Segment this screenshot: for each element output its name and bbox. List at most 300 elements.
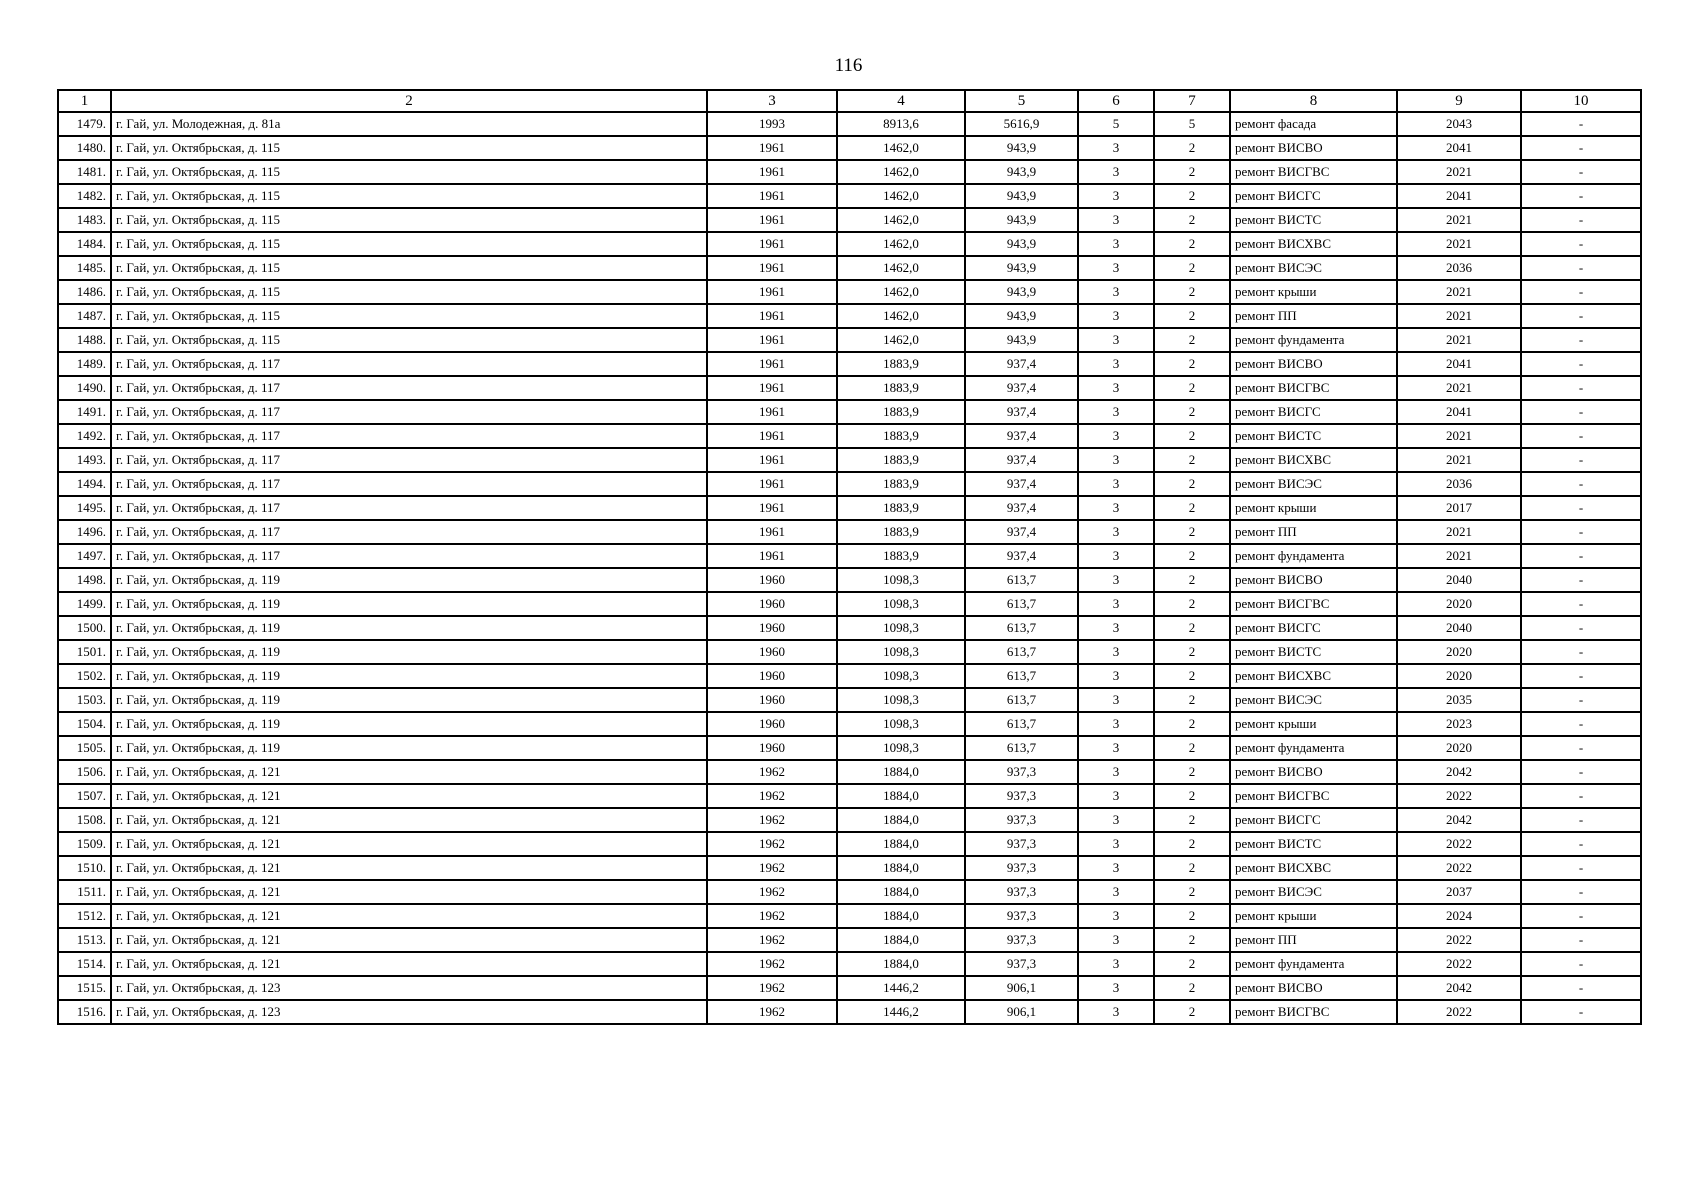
note-cell: - — [1521, 496, 1641, 520]
note-cell: - — [1521, 568, 1641, 592]
repair-type-cell: ремонт ВИСЭС — [1230, 256, 1397, 280]
living-area-cell: 937,4 — [965, 352, 1078, 376]
row-number-cell: 1485. — [58, 256, 111, 280]
address-cell: г. Гай, ул. Октябрьская, д. 121 — [111, 808, 707, 832]
living-area-cell: 937,4 — [965, 448, 1078, 472]
address-cell: г. Гай, ул. Октябрьская, д. 115 — [111, 328, 707, 352]
repair-type-cell: ремонт ВИСТС — [1230, 832, 1397, 856]
living-area-cell: 937,4 — [965, 544, 1078, 568]
address-cell: г. Гай, ул. Октябрьская, д. 115 — [111, 184, 707, 208]
living-area-cell: 937,4 — [965, 400, 1078, 424]
note-cell: - — [1521, 184, 1641, 208]
floors-cell: 3 — [1078, 520, 1154, 544]
table-row — [58, 904, 1641, 928]
year-built-cell: 1962 — [707, 904, 837, 928]
address-cell: г. Гай, ул. Октябрьская, д. 123 — [111, 976, 707, 1000]
repair-year-cell: 2041 — [1397, 352, 1521, 376]
total-area-cell: 1098,3 — [837, 712, 965, 736]
living-area-cell: 937,3 — [965, 952, 1078, 976]
address-cell: г. Гай, ул. Октябрьская, д. 121 — [111, 760, 707, 784]
row-number-cell: 1501. — [58, 640, 111, 664]
row-number-cell: 1516. — [58, 1000, 111, 1024]
table-row — [58, 808, 1641, 832]
table-row — [58, 472, 1641, 496]
table-body — [58, 112, 1641, 1024]
living-area-cell: 937,3 — [965, 928, 1078, 952]
total-area-cell: 1462,0 — [837, 304, 965, 328]
repair-year-cell: 2022 — [1397, 1000, 1521, 1024]
note-cell: - — [1521, 880, 1641, 904]
entrances-cell: 2 — [1154, 544, 1230, 568]
table-row — [58, 400, 1641, 424]
address-cell: г. Гай, ул. Октябрьская, д. 117 — [111, 472, 707, 496]
address-cell: г. Гай, ул. Октябрьская, д. 119 — [111, 712, 707, 736]
row-number-cell: 1491. — [58, 400, 111, 424]
entrances-cell: 2 — [1154, 496, 1230, 520]
repair-type-cell: ремонт ВИСГВС — [1230, 160, 1397, 184]
row-number-cell: 1488. — [58, 328, 111, 352]
living-area-cell: 937,4 — [965, 520, 1078, 544]
total-area-cell: 1883,9 — [837, 448, 965, 472]
table-row — [58, 304, 1641, 328]
repair-type-cell: ремонт крыши — [1230, 712, 1397, 736]
repair-year-cell: 2036 — [1397, 256, 1521, 280]
address-cell: г. Гай, ул. Октябрьская, д. 119 — [111, 688, 707, 712]
repair-year-cell: 2024 — [1397, 904, 1521, 928]
table-row — [58, 328, 1641, 352]
address-cell: г. Гай, ул. Октябрьская, д. 117 — [111, 352, 707, 376]
row-number-cell: 1507. — [58, 784, 111, 808]
living-area-cell: 943,9 — [965, 160, 1078, 184]
total-area-cell: 1884,0 — [837, 760, 965, 784]
living-area-cell: 943,9 — [965, 256, 1078, 280]
row-number-cell: 1493. — [58, 448, 111, 472]
table-row — [58, 784, 1641, 808]
floors-cell: 3 — [1078, 856, 1154, 880]
table-row — [58, 544, 1641, 568]
living-area-cell: 613,7 — [965, 640, 1078, 664]
repair-type-cell: ремонт ВИСГВС — [1230, 592, 1397, 616]
living-area-cell: 906,1 — [965, 976, 1078, 1000]
address-cell: г. Гай, ул. Октябрьская, д. 119 — [111, 592, 707, 616]
living-area-cell: 937,3 — [965, 832, 1078, 856]
year-built-cell: 1962 — [707, 832, 837, 856]
living-area-cell: 937,4 — [965, 472, 1078, 496]
address-cell: г. Гай, ул. Октябрьская, д. 123 — [111, 1000, 707, 1024]
note-cell: - — [1521, 280, 1641, 304]
repair-type-cell: ремонт ПП — [1230, 304, 1397, 328]
note-cell: - — [1521, 256, 1641, 280]
table-row — [58, 952, 1641, 976]
repair-year-cell: 2020 — [1397, 640, 1521, 664]
entrances-cell: 2 — [1154, 784, 1230, 808]
repair-year-cell: 2020 — [1397, 592, 1521, 616]
floors-cell: 3 — [1078, 808, 1154, 832]
year-built-cell: 1961 — [707, 280, 837, 304]
entrances-cell: 2 — [1154, 976, 1230, 1000]
repair-year-cell: 2021 — [1397, 232, 1521, 256]
living-area-cell: 943,9 — [965, 232, 1078, 256]
table-row — [58, 832, 1641, 856]
note-cell: - — [1521, 1000, 1641, 1024]
year-built-cell: 1961 — [707, 304, 837, 328]
repair-year-cell: 2041 — [1397, 136, 1521, 160]
note-cell: - — [1521, 616, 1641, 640]
entrances-cell: 2 — [1154, 160, 1230, 184]
total-area-cell: 1884,0 — [837, 904, 965, 928]
note-cell: - — [1521, 712, 1641, 736]
entrances-cell: 2 — [1154, 400, 1230, 424]
table-row — [58, 856, 1641, 880]
living-area-cell: 613,7 — [965, 688, 1078, 712]
note-cell: - — [1521, 784, 1641, 808]
total-area-cell: 1883,9 — [837, 544, 965, 568]
total-area-cell: 1462,0 — [837, 208, 965, 232]
row-number-cell: 1479. — [58, 112, 111, 136]
address-cell: г. Гай, ул. Октябрьская, д. 115 — [111, 160, 707, 184]
living-area-cell: 937,3 — [965, 880, 1078, 904]
address-cell: г. Гай, ул. Октябрьская, д. 115 — [111, 304, 707, 328]
total-area-cell: 1462,0 — [837, 184, 965, 208]
row-number-cell: 1513. — [58, 928, 111, 952]
note-cell: - — [1521, 856, 1641, 880]
note-cell: - — [1521, 736, 1641, 760]
entrances-cell: 5 — [1154, 112, 1230, 136]
repair-type-cell: ремонт ВИСХВС — [1230, 856, 1397, 880]
floors-cell: 3 — [1078, 880, 1154, 904]
table-row — [58, 208, 1641, 232]
address-cell: г. Гай, ул. Октябрьская, д. 115 — [111, 256, 707, 280]
floors-cell: 3 — [1078, 424, 1154, 448]
living-area-cell: 943,9 — [965, 208, 1078, 232]
year-built-cell: 1960 — [707, 736, 837, 760]
table-row — [58, 136, 1641, 160]
row-number-cell: 1509. — [58, 832, 111, 856]
living-area-cell: 937,3 — [965, 904, 1078, 928]
floors-cell: 3 — [1078, 952, 1154, 976]
repair-type-cell: ремонт ВИСВО — [1230, 136, 1397, 160]
repair-year-cell: 2035 — [1397, 688, 1521, 712]
total-area-cell: 1098,3 — [837, 688, 965, 712]
repair-year-cell: 2021 — [1397, 208, 1521, 232]
row-number-cell: 1511. — [58, 880, 111, 904]
entrances-cell: 2 — [1154, 712, 1230, 736]
entrances-cell: 2 — [1154, 616, 1230, 640]
repair-year-cell: 2022 — [1397, 928, 1521, 952]
living-area-cell: 937,4 — [965, 496, 1078, 520]
year-built-cell: 1961 — [707, 472, 837, 496]
note-cell: - — [1521, 328, 1641, 352]
floors-cell: 3 — [1078, 904, 1154, 928]
year-built-cell: 1962 — [707, 808, 837, 832]
row-number-cell: 1495. — [58, 496, 111, 520]
year-built-cell: 1960 — [707, 664, 837, 688]
table-row — [58, 112, 1641, 136]
living-area-cell: 613,7 — [965, 592, 1078, 616]
floors-cell: 3 — [1078, 1000, 1154, 1024]
entrances-cell: 2 — [1154, 448, 1230, 472]
note-cell: - — [1521, 832, 1641, 856]
living-area-cell: 943,9 — [965, 136, 1078, 160]
repair-year-cell: 2040 — [1397, 568, 1521, 592]
repair-year-cell: 2042 — [1397, 976, 1521, 1000]
row-number-cell: 1505. — [58, 736, 111, 760]
row-number-cell: 1489. — [58, 352, 111, 376]
row-number-cell: 1508. — [58, 808, 111, 832]
repair-year-cell: 2022 — [1397, 856, 1521, 880]
floors-cell: 3 — [1078, 664, 1154, 688]
repair-year-cell: 2022 — [1397, 832, 1521, 856]
year-built-cell: 1961 — [707, 208, 837, 232]
note-cell: - — [1521, 232, 1641, 256]
note-cell: - — [1521, 304, 1641, 328]
table-row — [58, 616, 1641, 640]
repair-type-cell: ремонт фасада — [1230, 112, 1397, 136]
repair-type-cell: ремонт ВИСЭС — [1230, 880, 1397, 904]
column-header-6: 6 — [1078, 90, 1154, 112]
entrances-cell: 2 — [1154, 856, 1230, 880]
repair-year-cell: 2037 — [1397, 880, 1521, 904]
repair-type-cell: ремонт ВИСВО — [1230, 568, 1397, 592]
table-row — [58, 232, 1641, 256]
table-row — [58, 352, 1641, 376]
repair-type-cell: ремонт ВИСГВС — [1230, 376, 1397, 400]
total-area-cell: 1884,0 — [837, 952, 965, 976]
total-area-cell: 1883,9 — [837, 352, 965, 376]
year-built-cell: 1962 — [707, 880, 837, 904]
row-number-cell: 1486. — [58, 280, 111, 304]
note-cell: - — [1521, 208, 1641, 232]
note-cell: - — [1521, 592, 1641, 616]
repair-year-cell: 2023 — [1397, 712, 1521, 736]
total-area-cell: 1462,0 — [837, 160, 965, 184]
total-area-cell: 1884,0 — [837, 928, 965, 952]
total-area-cell: 1883,9 — [837, 424, 965, 448]
floors-cell: 3 — [1078, 304, 1154, 328]
total-area-cell: 1462,0 — [837, 136, 965, 160]
address-cell: г. Гай, ул. Октябрьская, д. 115 — [111, 136, 707, 160]
column-header-8: 8 — [1230, 90, 1397, 112]
table-row — [58, 880, 1641, 904]
address-cell: г. Гай, ул. Октябрьская, д. 119 — [111, 616, 707, 640]
total-area-cell: 1883,9 — [837, 520, 965, 544]
year-built-cell: 1961 — [707, 496, 837, 520]
address-cell: г. Гай, ул. Октябрьская, д. 121 — [111, 928, 707, 952]
row-number-cell: 1514. — [58, 952, 111, 976]
header-row — [58, 90, 1641, 112]
table-row — [58, 520, 1641, 544]
row-number-cell: 1499. — [58, 592, 111, 616]
entrances-cell: 2 — [1154, 664, 1230, 688]
total-area-cell: 8913,6 — [837, 112, 965, 136]
floors-cell: 3 — [1078, 448, 1154, 472]
total-area-cell: 1883,9 — [837, 496, 965, 520]
repair-type-cell: ремонт ПП — [1230, 520, 1397, 544]
address-cell: г. Гай, ул. Октябрьская, д. 115 — [111, 208, 707, 232]
total-area-cell: 1884,0 — [837, 832, 965, 856]
repair-type-cell: ремонт фундамента — [1230, 952, 1397, 976]
living-area-cell: 906,1 — [965, 1000, 1078, 1024]
note-cell: - — [1521, 448, 1641, 472]
floors-cell: 3 — [1078, 736, 1154, 760]
note-cell: - — [1521, 112, 1641, 136]
address-cell: г. Гай, ул. Октябрьская, д. 117 — [111, 496, 707, 520]
living-area-cell: 937,3 — [965, 784, 1078, 808]
repair-year-cell: 2021 — [1397, 424, 1521, 448]
table-row — [58, 640, 1641, 664]
floors-cell: 3 — [1078, 928, 1154, 952]
total-area-cell: 1883,9 — [837, 376, 965, 400]
entrances-cell: 2 — [1154, 208, 1230, 232]
repair-type-cell: ремонт ВИСЭС — [1230, 688, 1397, 712]
note-cell: - — [1521, 136, 1641, 160]
living-area-cell: 5616,9 — [965, 112, 1078, 136]
note-cell: - — [1521, 904, 1641, 928]
entrances-cell: 2 — [1154, 592, 1230, 616]
year-built-cell: 1961 — [707, 256, 837, 280]
entrances-cell: 2 — [1154, 328, 1230, 352]
total-area-cell: 1098,3 — [837, 736, 965, 760]
note-cell: - — [1521, 352, 1641, 376]
total-area-cell: 1098,3 — [837, 568, 965, 592]
column-header-5: 5 — [965, 90, 1078, 112]
repair-year-cell: 2021 — [1397, 280, 1521, 304]
row-number-cell: 1492. — [58, 424, 111, 448]
address-cell: г. Гай, ул. Октябрьская, д. 117 — [111, 400, 707, 424]
total-area-cell: 1462,0 — [837, 328, 965, 352]
total-area-cell: 1884,0 — [837, 808, 965, 832]
address-cell: г. Гай, ул. Октябрьская, д. 117 — [111, 520, 707, 544]
table-row — [58, 568, 1641, 592]
entrances-cell: 2 — [1154, 424, 1230, 448]
address-cell: г. Гай, ул. Октябрьская, д. 115 — [111, 232, 707, 256]
floors-cell: 3 — [1078, 832, 1154, 856]
floors-cell: 3 — [1078, 184, 1154, 208]
floors-cell: 3 — [1078, 352, 1154, 376]
floors-cell: 3 — [1078, 640, 1154, 664]
table-row — [58, 736, 1641, 760]
row-number-cell: 1504. — [58, 712, 111, 736]
year-built-cell: 1960 — [707, 712, 837, 736]
table-row — [58, 424, 1641, 448]
repair-type-cell: ремонт ВИСХВС — [1230, 232, 1397, 256]
row-number-cell: 1510. — [58, 856, 111, 880]
address-cell: г. Гай, ул. Октябрьская, д. 121 — [111, 880, 707, 904]
year-built-cell: 1962 — [707, 784, 837, 808]
row-number-cell: 1502. — [58, 664, 111, 688]
repair-type-cell: ремонт ВИСВО — [1230, 760, 1397, 784]
total-area-cell: 1884,0 — [837, 856, 965, 880]
year-built-cell: 1962 — [707, 976, 837, 1000]
repair-type-cell: ремонт ВИСТС — [1230, 640, 1397, 664]
year-built-cell: 1962 — [707, 952, 837, 976]
row-number-cell: 1498. — [58, 568, 111, 592]
floors-cell: 3 — [1078, 256, 1154, 280]
living-area-cell: 943,9 — [965, 184, 1078, 208]
entrances-cell: 2 — [1154, 808, 1230, 832]
table-row — [58, 184, 1641, 208]
floors-cell: 3 — [1078, 688, 1154, 712]
row-number-cell: 1515. — [58, 976, 111, 1000]
column-header-1: 1 — [58, 90, 111, 112]
column-header-9: 9 — [1397, 90, 1521, 112]
year-built-cell: 1961 — [707, 424, 837, 448]
floors-cell: 3 — [1078, 568, 1154, 592]
address-cell: г. Гай, ул. Октябрьская, д. 117 — [111, 448, 707, 472]
note-cell: - — [1521, 976, 1641, 1000]
table-row — [58, 280, 1641, 304]
year-built-cell: 1962 — [707, 856, 837, 880]
year-built-cell: 1960 — [707, 616, 837, 640]
year-built-cell: 1993 — [707, 112, 837, 136]
year-built-cell: 1961 — [707, 136, 837, 160]
total-area-cell: 1098,3 — [837, 592, 965, 616]
row-number-cell: 1497. — [58, 544, 111, 568]
row-number-cell: 1503. — [58, 688, 111, 712]
address-cell: г. Гай, ул. Октябрьская, д. 117 — [111, 376, 707, 400]
table-row — [58, 496, 1641, 520]
repair-year-cell: 2036 — [1397, 472, 1521, 496]
floors-cell: 3 — [1078, 208, 1154, 232]
repair-year-cell: 2022 — [1397, 784, 1521, 808]
repair-type-cell: ремонт ВИСВО — [1230, 352, 1397, 376]
column-header-7: 7 — [1154, 90, 1230, 112]
entrances-cell: 2 — [1154, 760, 1230, 784]
living-area-cell: 937,3 — [965, 808, 1078, 832]
repair-type-cell: ремонт ВИСХВС — [1230, 664, 1397, 688]
address-cell: г. Гай, ул. Октябрьская, д. 121 — [111, 952, 707, 976]
living-area-cell: 937,3 — [965, 856, 1078, 880]
living-area-cell: 613,7 — [965, 616, 1078, 640]
year-built-cell: 1962 — [707, 760, 837, 784]
table-row — [58, 688, 1641, 712]
row-number-cell: 1490. — [58, 376, 111, 400]
row-number-cell: 1500. — [58, 616, 111, 640]
repair-schedule-table — [57, 89, 1642, 1025]
address-cell: г. Гай, ул. Октябрьская, д. 119 — [111, 568, 707, 592]
repair-type-cell: ремонт ВИСГВС — [1230, 784, 1397, 808]
table-row — [58, 256, 1641, 280]
repair-year-cell: 2042 — [1397, 760, 1521, 784]
total-area-cell: 1462,0 — [837, 232, 965, 256]
repair-type-cell: ремонт ВИСЭС — [1230, 472, 1397, 496]
table-row — [58, 664, 1641, 688]
note-cell: - — [1521, 928, 1641, 952]
year-built-cell: 1960 — [707, 568, 837, 592]
note-cell: - — [1521, 544, 1641, 568]
address-cell: г. Гай, ул. Октябрьская, д. 121 — [111, 832, 707, 856]
year-built-cell: 1961 — [707, 232, 837, 256]
total-area-cell: 1098,3 — [837, 616, 965, 640]
note-cell: - — [1521, 664, 1641, 688]
living-area-cell: 613,7 — [965, 736, 1078, 760]
year-built-cell: 1961 — [707, 448, 837, 472]
floors-cell: 3 — [1078, 592, 1154, 616]
note-cell: - — [1521, 808, 1641, 832]
page-number: 116 — [834, 55, 863, 76]
entrances-cell: 2 — [1154, 256, 1230, 280]
note-cell: - — [1521, 520, 1641, 544]
entrances-cell: 2 — [1154, 136, 1230, 160]
entrances-cell: 2 — [1154, 352, 1230, 376]
repair-type-cell: ремонт крыши — [1230, 496, 1397, 520]
repair-type-cell: ремонт ВИСВО — [1230, 976, 1397, 1000]
repair-year-cell: 2021 — [1397, 160, 1521, 184]
floors-cell: 3 — [1078, 544, 1154, 568]
floors-cell: 3 — [1078, 976, 1154, 1000]
entrances-cell: 2 — [1154, 832, 1230, 856]
entrances-cell: 2 — [1154, 568, 1230, 592]
